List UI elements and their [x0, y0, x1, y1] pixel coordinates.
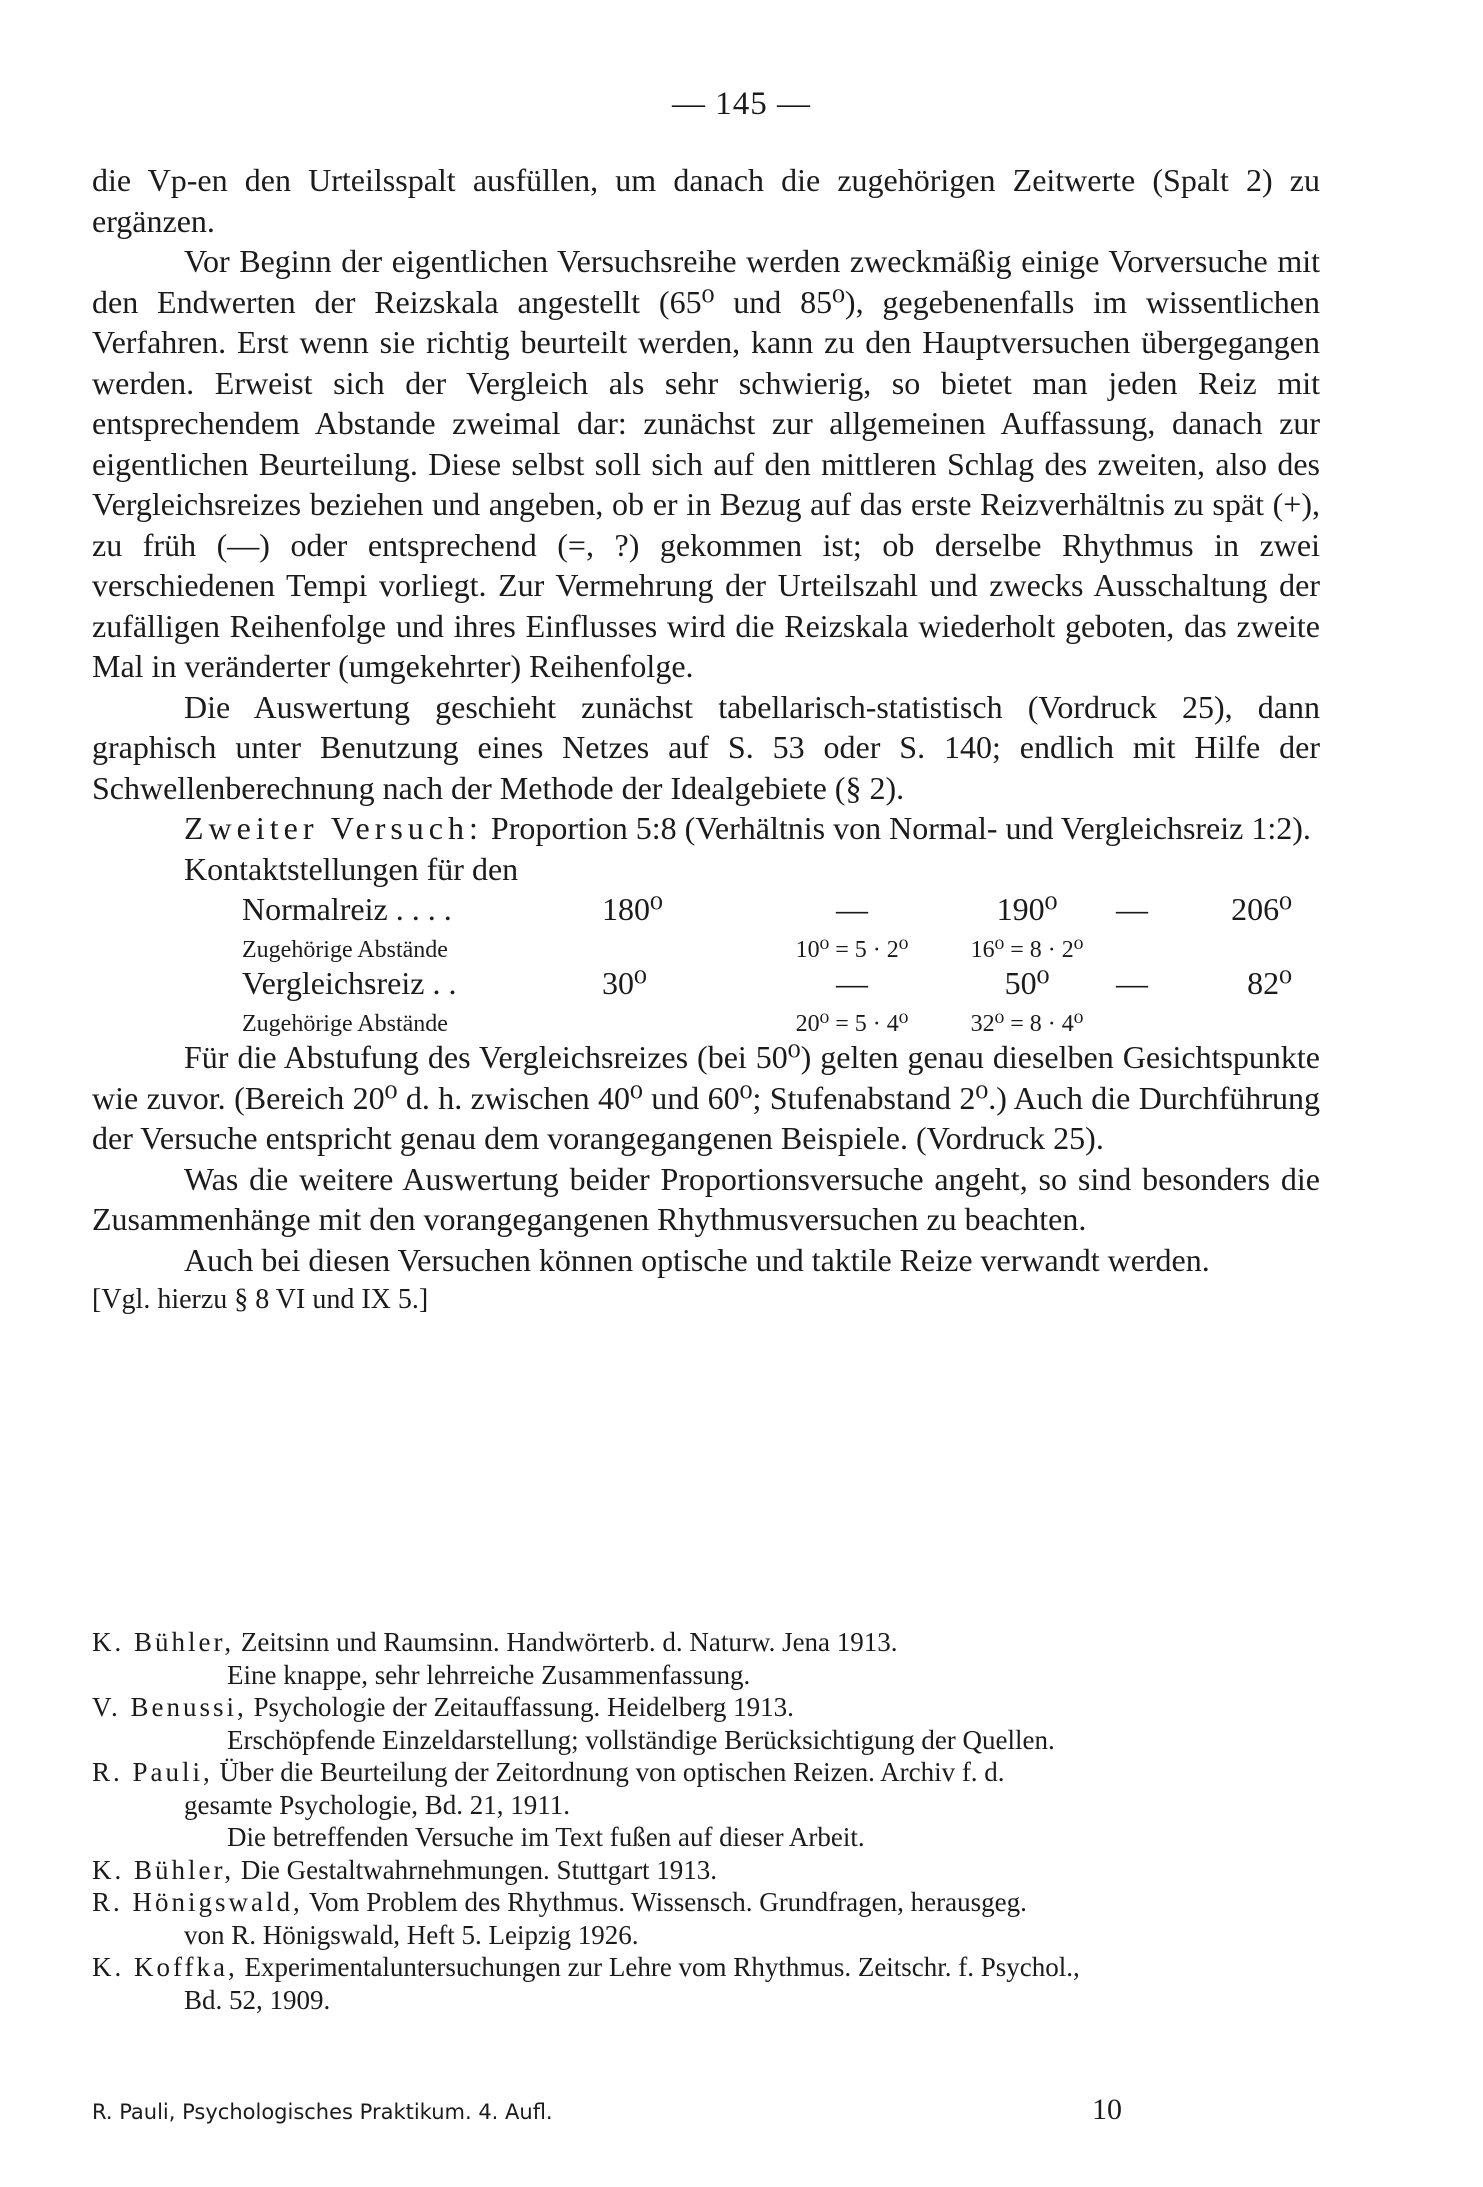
page-footer [92, 2093, 1122, 2127]
reference-text: Die Gestaltwahrnehmungen. Stuttgart 1913. [234, 1854, 718, 1885]
proportion-table [242, 889, 1320, 1037]
reference-author: R. Hönigswald, [92, 1887, 303, 1917]
reference-author: K. Koffka, [92, 1952, 238, 1982]
paragraph: Für die Abstufung des Vergleichsreizes (bei 50⁰) gelten genau dieselben Gesichtspunkte wie zuvor. (Bereich 20⁰ d. h. zwischen 40⁰ und 60⁰; Stufenabstand 2⁰.) Auch die Durchführung der Versuche entspricht genau dem vorangegangenen Beispiele. (Vordruck 25). [92, 1039, 1320, 1156]
reference-entry [92, 1886, 1342, 1951]
page-number: — 145 — [672, 86, 811, 122]
section-text: Proportion 5:8 (Verhältnis von Normal- und Vergleichsreiz 1:2). [482, 810, 1311, 846]
reference-author: K. Bühler, [92, 1627, 235, 1657]
reference-author: V. Benussi, [92, 1692, 247, 1722]
reference-text: Experimentaluntersuchungen zur Lehre vom Rhythmus. Zeitschr. f. Psychol., [237, 1952, 1080, 1982]
cross-reference: [Vgl. hierzu § 8 VI und IX 5.] [92, 1284, 429, 1315]
row-label: Vergleichsreiz . . [242, 965, 457, 1001]
reference-continuation: Bd. 52, 1909. [184, 1984, 331, 2015]
reference-text: Zeitsinn und Raumsinn. Handwörterb. d. Naturw. Jena 1913. [234, 1627, 898, 1657]
paragraph: Was die weitere Auswertung beider Proportionsversuche angeht, so sind besonders die Zusammenhänge mit den vorangegangenen Rhythmusversuchen zu beachten. [92, 1160, 1320, 1237]
table-row [242, 963, 1320, 1004]
footer-imprint: R. Pauli, Psychologisches Praktikum. 4. Aufl. [92, 2100, 553, 2124]
reference-continuation: von R. Hönigswald, Heft 5. Leipzig 1926. [184, 1919, 639, 1950]
cell: 50⁰ [1004, 965, 1050, 1001]
section-second-experiment [92, 808, 1320, 849]
paragraph: Auch bei diesen Versuchen können optische und taktile Reize verwandt werden. [184, 1241, 1210, 1278]
cell: 16⁰ = 8 · 2⁰ [970, 937, 1084, 963]
reference-entry [92, 1854, 1342, 1887]
row-label: Zugehörige Abstände [242, 937, 448, 963]
reference-author: K. Bühler, [92, 1854, 235, 1885]
contact-intro: Kontaktstellungen für den [184, 850, 519, 887]
reference-note: Erschöpfende Einzeldarstellung; vollständige Berücksichtigung der Quellen. [227, 1724, 1055, 1755]
cell: — [836, 891, 868, 927]
reference-entry [92, 1691, 1342, 1756]
paragraph: Die Auswertung geschieht zunächst tabellarisch-statistisch (Vordruck 25), dann graphisch unter Benutzung eines Netzes auf S. 53 oder S. 140; endlich mit Hilfe der Schwellenberechnung nach der Methode der Idealgebiete (§ 2). [92, 688, 1320, 806]
cell: — [836, 965, 868, 1001]
reference-text: Psychologie der Zeitauffassung. Heidelberg 1913. [246, 1692, 794, 1722]
cell: 20⁰ = 5 · 4⁰ [795, 1011, 909, 1037]
reference-note: Die betreffenden Versuche im Text fußen auf dieser Arbeit. [227, 1822, 865, 1852]
row-label: Zugehörige Abstände [242, 1011, 448, 1037]
reference-author: R. Pauli, [92, 1757, 213, 1787]
signature-number: 10 [1092, 2093, 1122, 2126]
paragraph: die Vp-en den Urteilsspalt ausfüllen, um danach die zugehörigen Zeitwerte (Spalt 2) zu ergänzen. [92, 162, 1320, 239]
cell: — [1116, 965, 1148, 1001]
cell: 32⁰ = 8 · 4⁰ [970, 1011, 1084, 1037]
bibliography [92, 1626, 1342, 2016]
reference-entry [92, 1756, 1342, 1854]
reference-entry [92, 1626, 1342, 1691]
cell: 30⁰ [602, 965, 647, 1001]
section-heading: Zweiter Versuch: [184, 810, 483, 846]
table-row [242, 889, 1320, 930]
table-row [242, 1004, 1320, 1037]
reference-entry [92, 1951, 1342, 2016]
reference-continuation: gesamte Psychologie, Bd. 21, 1911. [184, 1789, 570, 1820]
cell: 180⁰ [602, 891, 663, 927]
reference-text: Vom Problem des Rhythmus. Wissensch. Grundfragen, herausgeg. [302, 1887, 1027, 1917]
table-row [242, 930, 1320, 963]
cell: 190⁰ [996, 891, 1058, 927]
cell: — [1116, 891, 1148, 927]
body-text [92, 160, 1320, 1321]
cell: 206⁰ [1231, 891, 1292, 927]
reference-text: Über die Beurteilung der Zeitordnung von optischen Reizen. Archiv f. d. [212, 1757, 1005, 1787]
cell: 82⁰ [1247, 965, 1292, 1001]
row-label: Normalreiz . . . . [242, 891, 452, 927]
reference-note: Eine knappe, sehr lehrreiche Zusammenfassung. [227, 1659, 751, 1690]
paragraph: Vor Beginn der eigentlichen Versuchsreihe werden zweckmäßig einige Vorversuche mit den Endwerten der Reizskala angestellt (65⁰ und 85⁰), gegebenenfalls im wissentlichen Verfahren. Erst wenn sie richtig beurteilt werden, kann zu den Hauptversuchen übergegangen werden. Erweist sich der Vergleich als sehr schwierig, so bietet man jeden Reiz mit entsprechendem Abstande zweimal dar: zunächst zur allgemeinen Auffassung, danach zur eigentlichen Beurteilung. Diese selbst soll sich auf den mittleren Schlag des zweiten, also des Vergleichsreizes beziehen und angeben, ob er in Bezug auf das erste Reizverhältnis zu spät (+), zu früh (—) oder entsprechend (=, ?) gekommen ist; ob derselbe Rhythmus in zwei verschiedenen Tempi vorliegt. Zur Vermehrung der Urteilszahl und zwecks Ausschaltung der zufälligen Reihenfolge und ihres Einflusses wird die Reizskala wiederholt geboten, das zweite Mal in veränderter (umgekehrter) Reihenfolge. [92, 243, 1320, 684]
cell: 10⁰ = 5 · 2⁰ [795, 937, 909, 963]
